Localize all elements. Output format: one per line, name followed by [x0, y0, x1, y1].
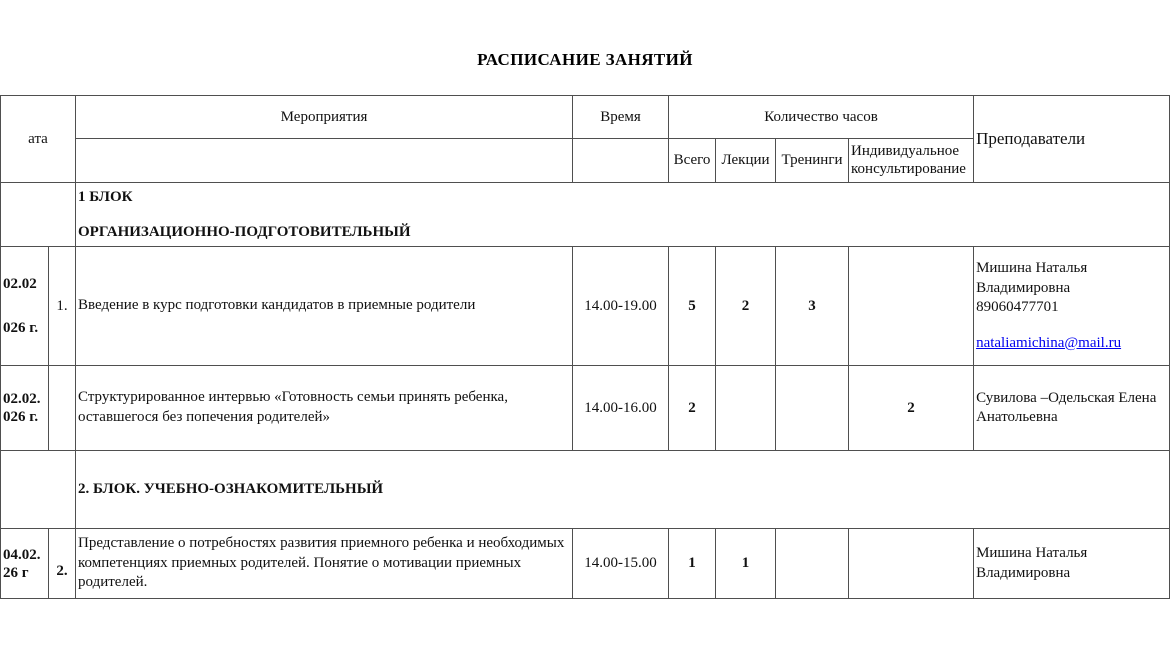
- teacher-name: Мишина Наталья Владимировна: [976, 545, 1088, 581]
- cell-hours-lectures: 1: [716, 529, 776, 599]
- block1-line1: 1 БЛОК: [78, 188, 133, 205]
- col-header-hours-group: Количество часов: [669, 96, 974, 139]
- table-row: [1, 366, 1170, 451]
- col-header-teachers: Преподаватели: [974, 96, 1170, 183]
- cell-hours-lectures: 2: [716, 247, 776, 366]
- col-header-individual: Индивидуальное консультирование: [849, 139, 974, 183]
- section-row-block1: [1, 183, 1170, 247]
- header-row-1: [1, 96, 1170, 139]
- cell-hours-lectures: [716, 366, 776, 451]
- cell-date: 02.02. 026 г.: [1, 366, 49, 451]
- col-header-events: Мероприятия: [76, 96, 573, 139]
- cell-number: 1.: [49, 247, 76, 366]
- cell-hours-individual: [849, 529, 974, 599]
- block2-line1: 2. БЛОК. УЧЕБНО-ОЗНАКОМИТЕЛЬНЫЙ: [78, 481, 384, 497]
- cell-time: 14.00-19.00: [573, 247, 669, 366]
- block1-title-cell: [76, 183, 1170, 247]
- cell-teacher: [974, 366, 1170, 451]
- teacher-email-link[interactable]: nataliamichina@mail.ru: [976, 334, 1122, 351]
- col-header-trainings: Тренинги: [776, 139, 849, 183]
- cell-number: 2.: [49, 529, 76, 599]
- cell-date: 04.02. 26 г: [1, 529, 49, 599]
- cell-teacher: [974, 247, 1170, 366]
- cell-hours-total: 5: [669, 247, 716, 366]
- page-title: РАСПИСАНИЕ ЗАНЯТИЙ: [477, 50, 693, 69]
- col-header-date: ата: [1, 96, 76, 183]
- block2-title-cell: [76, 451, 1170, 529]
- cell-hours-trainings: [776, 366, 849, 451]
- col-header-lectures: Лекции: [716, 139, 776, 183]
- block1-date-blank: [1, 183, 76, 247]
- table-row: [1, 529, 1170, 599]
- schedule-table: [0, 95, 1170, 599]
- cell-time: 14.00-16.00: [573, 366, 669, 451]
- header-time-blank: [573, 139, 669, 183]
- teacher-name: Сувилова –Одельская Елена Анатольевна: [976, 389, 1157, 425]
- section-row-block2: [1, 451, 1170, 529]
- block2-date-blank: [1, 451, 76, 529]
- cell-hours-total: 2: [669, 366, 716, 451]
- cell-event: Структурированное интервью «Готовность семьи принять ребенка, оставшегося без попечения родителей»: [76, 366, 573, 451]
- header-events-blank: [76, 139, 573, 183]
- cell-time: 14.00-15.00: [573, 529, 669, 599]
- block1-line2: ОРГАНИЗАЦИОННО-ПОДГОТОВИТЕЛЬНЫЙ: [78, 223, 411, 240]
- cell-number: [49, 366, 76, 451]
- cell-hours-trainings: 3: [776, 247, 849, 366]
- col-header-total: Всего: [669, 139, 716, 183]
- cell-date: 02.02 026 г.: [1, 247, 49, 366]
- cell-hours-trainings: [776, 529, 849, 599]
- teacher-phone: 89060477701: [976, 299, 1059, 315]
- table-row: [1, 247, 1170, 366]
- cell-teacher: [974, 529, 1170, 599]
- teacher-name: Мишина Наталья Владимировна: [976, 260, 1088, 296]
- cell-hours-total: 1: [669, 529, 716, 599]
- cell-event: Представление о потребностях развития приемного ребенка и необходимых компетенциях приемных родителей. Понятие о мотивации приемных родителей.: [76, 529, 573, 599]
- cell-hours-individual: [849, 247, 974, 366]
- col-header-time: Время: [573, 96, 669, 139]
- cell-event: Введение в курс подготовки кандидатов в приемные родители: [76, 247, 573, 366]
- cell-hours-individual: 2: [849, 366, 974, 451]
